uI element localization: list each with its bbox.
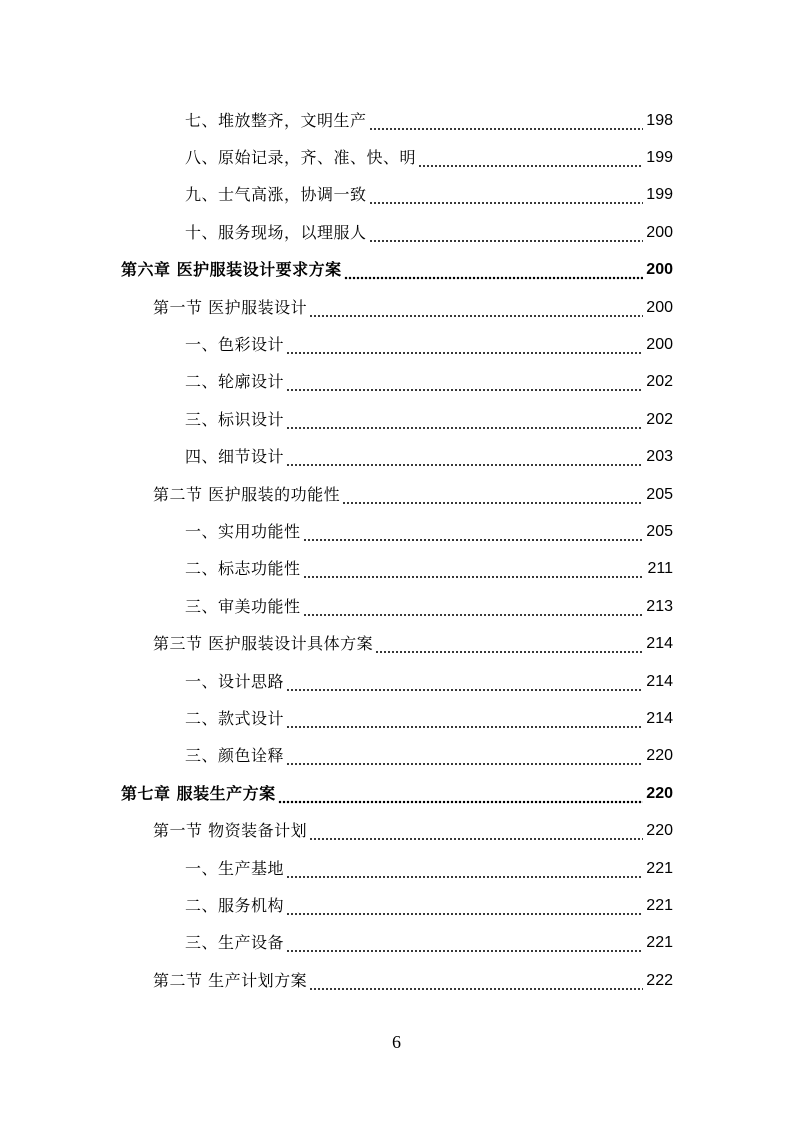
dot-leader [369,229,643,243]
dot-leader [286,378,643,392]
dot-leader [286,453,643,467]
toc-entry[interactable] [0,177,793,214]
toc-entry-title: 第一节 物资装备计划 [153,821,308,841]
toc-entry-title: 一、实用功能性 [185,521,301,541]
toc-section-entry[interactable] [0,625,793,662]
toc-entry[interactable] [0,663,793,700]
toc-chapter-entry[interactable] [0,775,793,812]
toc-entry[interactable] [0,214,793,251]
dot-leader [342,491,643,505]
dot-leader [286,341,643,355]
toc-entry-page: 205 [646,485,673,503]
toc-entry-title: 一、设计思路 [185,671,285,691]
toc-entry-title: 八、原始记录，齐、准、快、明 [185,148,417,168]
toc-entry[interactable] [0,887,793,924]
toc-entry-page: 200 [646,298,673,316]
toc-entry-page: 221 [646,934,673,952]
toc-entry[interactable] [0,513,793,550]
dot-leader [286,715,643,729]
toc-entry-page: 221 [646,896,673,914]
toc-entry-page: 220 [646,747,673,765]
toc-section-entry[interactable] [0,476,793,513]
dot-leader [369,191,643,205]
toc-entry-page: 222 [646,971,673,989]
toc-entry-title: 二、款式设计 [185,708,285,728]
toc-section-entry[interactable] [0,289,793,326]
page-number: 6 [392,1032,401,1052]
toc-entry[interactable] [0,738,793,775]
dot-leader [309,827,643,841]
toc-entry-page: 198 [646,111,673,129]
toc-entry[interactable] [0,439,793,476]
dot-leader [418,154,643,168]
toc-entry[interactable] [0,551,793,588]
toc-entry-title: 二、服务机构 [185,895,285,915]
toc-entry-page: 199 [646,186,673,204]
dot-leader [303,528,643,542]
toc-entry-title: 一、生产基地 [185,858,285,878]
toc-entry-page: 213 [646,597,673,615]
toc-entry-page: 200 [646,336,673,354]
toc-entry[interactable] [0,102,793,139]
toc-entry[interactable] [0,139,793,176]
toc-entry-page: 200 [646,223,673,241]
toc-chapter-entry[interactable] [0,252,793,289]
toc-entry[interactable] [0,925,793,962]
toc-entry-title: 十、服务现场，以理服人 [185,222,367,242]
toc-entry-page: 205 [646,522,673,540]
dot-leader [286,902,643,916]
toc-entry-page: 211 [647,560,673,578]
table-of-contents [0,102,793,999]
dot-leader [303,565,643,579]
toc-entry-title: 九、士气高涨，协调一致 [185,185,367,205]
toc-entry-title: 三、颜色诠释 [185,746,285,766]
toc-entry-title: 第七章 服装生产方案 [121,783,276,803]
dot-leader [309,304,643,318]
toc-entry-title: 四、细节设计 [185,447,285,467]
toc-section-entry[interactable] [0,812,793,849]
toc-entry-title: 二、轮廓设计 [185,372,285,392]
toc-entry-title: 三、审美功能性 [185,596,301,616]
toc-entry[interactable] [0,850,793,887]
toc-entry-page: 199 [646,149,673,167]
toc-entry-title: 第二节 生产计划方案 [153,970,308,990]
toc-entry-title: 第二节 医护服装的功能性 [153,484,341,504]
toc-entry-page: 214 [646,672,673,690]
toc-entry-title: 三、生产设备 [185,933,285,953]
dot-leader [344,266,643,280]
toc-entry[interactable] [0,700,793,737]
toc-entry-page: 202 [646,410,673,428]
toc-entry-title: 一、色彩设计 [185,335,285,355]
toc-entry-page: 214 [646,709,673,727]
dot-leader [286,939,643,953]
toc-section-entry[interactable] [0,962,793,999]
dot-leader [375,640,643,654]
toc-entry-page: 200 [646,261,673,279]
dot-leader [303,603,643,617]
toc-entry[interactable] [0,364,793,401]
toc-entry-title: 第六章 医护服装设计要求方案 [121,260,342,280]
toc-entry-title: 第三节 医护服装设计具体方案 [153,634,374,654]
dot-leader [286,678,643,692]
dot-leader [278,790,643,804]
dot-leader [286,752,643,766]
dot-leader [369,117,643,131]
toc-entry-title: 二、标志功能性 [185,559,301,579]
toc-entry-title: 第一节 医护服装设计 [153,297,308,317]
dot-leader [286,865,643,879]
toc-entry-title: 七、堆放整齐，文明生产 [185,110,367,130]
toc-entry[interactable] [0,326,793,363]
toc-entry-page: 220 [646,784,673,802]
dot-leader [309,977,643,991]
toc-entry-page: 202 [646,373,673,391]
toc-entry-page: 221 [646,859,673,877]
toc-entry-page: 220 [646,822,673,840]
dot-leader [286,416,643,430]
toc-entry[interactable] [0,401,793,438]
toc-entry-page: 214 [646,635,673,653]
toc-entry-title: 三、标识设计 [185,409,285,429]
toc-entry-page: 203 [646,448,673,466]
toc-entry[interactable] [0,588,793,625]
